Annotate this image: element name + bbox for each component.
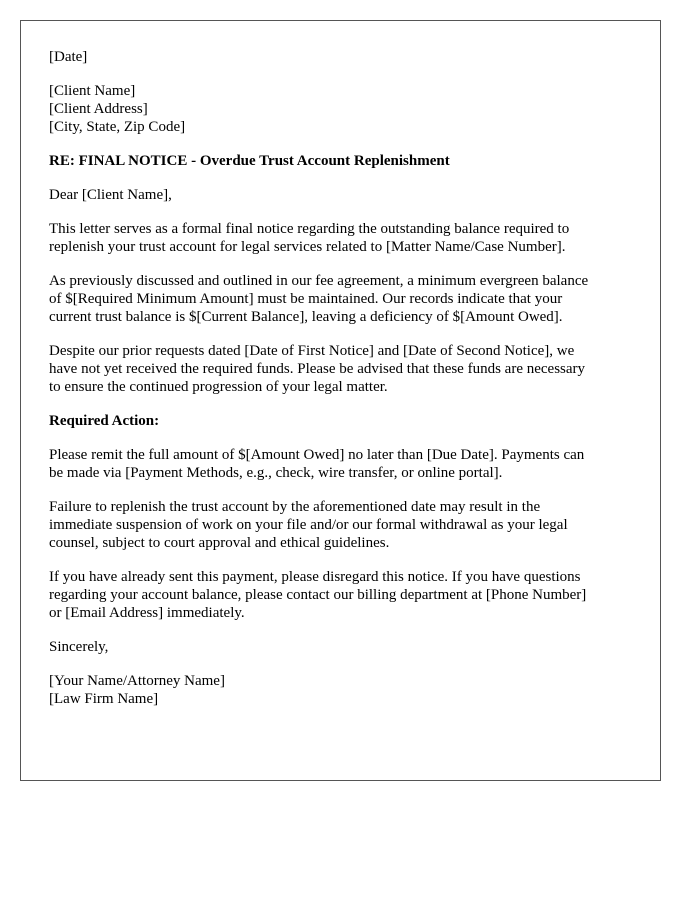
letter-page (20, 20, 661, 781)
letter-body (49, 48, 649, 724)
paragraph-prior-requests (49, 342, 649, 396)
recipient-name: [Client Name] (49, 83, 136, 99)
text-line: regarding your account balance, please contact our billing department at [Phone Number] (49, 587, 587, 603)
text-line: have not yet received the required funds. Please be advised that these funds are necessary (49, 361, 586, 377)
text-line: of $[Required Minimum Amount] must be maintained. Our records indicate that your (49, 291, 563, 307)
subject-line: RE: FINAL NOTICE - Overdue Trust Account Replenishment (49, 153, 450, 169)
text-line: current trust balance is $[Current Balance], leaving a deficiency of $[Amount Owed]. (49, 309, 563, 325)
text-line: counsel, subject to court approval and ethical guidelines. (49, 535, 390, 551)
text-line: immediate suspension of work on your file and/or our formal withdrawal as your legal (49, 517, 568, 533)
recipient-city: [City, State, Zip Code] (49, 119, 186, 135)
text-line: If you have already sent this payment, please disregard this notice. If you have questions (49, 569, 581, 585)
text-line: or [Email Address] immediately. (49, 605, 245, 621)
paragraph-consequences (49, 498, 649, 552)
salutation: Dear [Client Name], (49, 187, 172, 203)
required-action-heading: Required Action: (49, 413, 160, 429)
signer-name: [Your Name/Attorney Name] (49, 673, 225, 689)
text-line: to ensure the continued progression of your legal matter. (49, 379, 388, 395)
signature-block (49, 672, 649, 708)
text-line: As previously discussed and outlined in our fee agreement, a minimum evergreen balance (49, 273, 589, 289)
text-line: This letter serves as a formal final notice regarding the outstanding balance required to (49, 221, 570, 237)
text-line: Despite our prior requests dated [Date of First Notice] and [Date of Second Notice], we (49, 343, 575, 359)
paragraph-contact (49, 568, 649, 622)
text-line: replenish your trust account for legal services related to [Matter Name/Case Number]. (49, 239, 566, 255)
paragraph-notice (49, 220, 649, 256)
text-line: Please remit the full amount of $[Amount Owed] no later than [Due Date]. Payments can (49, 447, 585, 463)
text-line: be made via [Payment Methods, e.g., check, wire transfer, or online portal]. (49, 465, 503, 481)
firm-name: [Law Firm Name] (49, 691, 159, 707)
closing: Sincerely, (49, 639, 109, 655)
paragraph-balance (49, 272, 649, 326)
text-line: Failure to replenish the trust account by the aforementioned date may result in the (49, 499, 541, 515)
paragraph-payment (49, 446, 649, 482)
recipient-block (49, 82, 649, 136)
recipient-address: [Client Address] (49, 101, 148, 117)
letter-date: [Date] (49, 49, 88, 65)
